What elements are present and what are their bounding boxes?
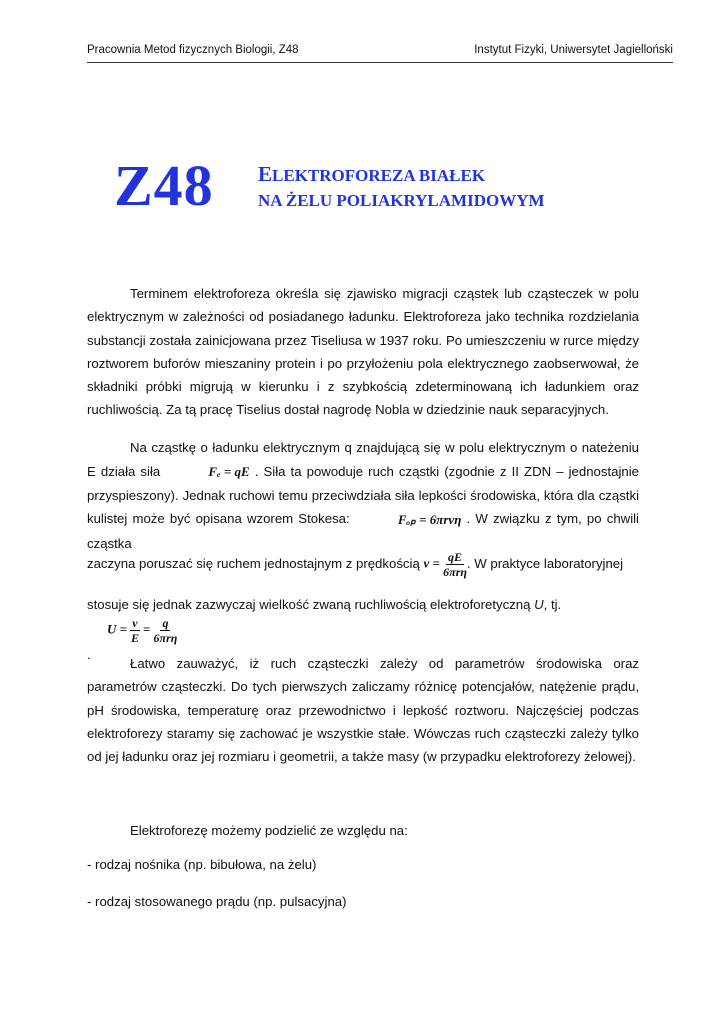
- title-line2: NA ŻELU POLIAKRYLAMIDOWYM: [258, 191, 545, 210]
- list-item-2-text: - rodzaj stosowanego prądu (np. pulsacyjna): [87, 894, 347, 909]
- p2-part-d: zaczyna poruszać się ruchem jednostajnym z prędkością: [87, 555, 420, 571]
- p2-part-a: działa siła: [100, 463, 161, 479]
- mobility-equals: =: [142, 621, 151, 637]
- paragraph-4: [87, 819, 639, 842]
- list-item-1-text: - rodzaj nośnika (np. bibułowa, na żelu): [87, 857, 317, 872]
- page-header: [87, 44, 673, 63]
- experiment-code: Z48: [114, 153, 214, 218]
- stokes-equation: Fₒₚ = 6πrvη: [397, 512, 462, 528]
- p2-part-b: . Siła ta powoduje ruch cząstki (zgodnie z II ZDN – jednostajnie przyspieszony). Jednak ruchowi temu przeciwdziała siła lepkości środowiska, która dla cząstki kulistej może być opisana wzorem Stokesa:: [87, 463, 640, 527]
- mobility-den-2: 6πrη: [153, 631, 178, 646]
- title-initial: E: [258, 162, 273, 186]
- velocity-lhs: v =: [423, 555, 440, 571]
- mobility-num-2: q: [162, 616, 169, 631]
- p2-part-e: . W praktyce laboratoryjnej: [466, 555, 624, 571]
- velocity-denominator: 6πrη: [443, 565, 467, 579]
- header-right: Instytut Fizyki, Uniwersytet Jagielloński: [474, 44, 673, 56]
- mobility-lhs: U =: [107, 621, 128, 637]
- paragraph-2: [87, 436, 639, 555]
- mobility-num-1: v: [132, 616, 138, 631]
- document-title: [258, 162, 545, 213]
- header-left: Pracownia Metod fizycznych Biologii, Z48: [87, 44, 299, 56]
- velocity-line: [87, 550, 639, 579]
- mobility-symbol: U: [534, 597, 544, 612]
- mobility-fraction-1: [130, 616, 139, 645]
- paragraph-2-cont: [87, 550, 639, 579]
- p2-line1: Na cząstkę o ładunku elektrycznym q znajdującą się w polu elektrycznym o nateżeniu E: [87, 440, 639, 479]
- paragraph-3-text: Łatwo zauważyć, iż ruch cząsteczki zależy od parametrów środowiska oraz parametrów cząsteczki. Do tych pierwszych zaliczamy różnicę potencjałów, natężenie prądu, pH środowiska, temperaturę oraz przewodnictwo i lepkość roztworu. Najczęściej podczas elektroforezy staramy się zachować je wszystkie stałe. Wówczas ruch cząsteczki zależy tylko od jej ładunku oraz jej rozmiaru i geometrii, a także masy (w przypadku elektroforezy żelowej).: [87, 656, 639, 765]
- paragraph-2-text: [87, 436, 639, 555]
- mobility-fraction-2: [154, 616, 178, 645]
- mobility-equation: [107, 616, 177, 645]
- list-item-2: [87, 890, 639, 913]
- p2-part-c: . W związku z tym, po chwili cząstka: [87, 511, 639, 551]
- mobility-den-1: E: [130, 631, 139, 646]
- p2-part-g: , tj.: [543, 597, 562, 612]
- paragraph-1: [87, 282, 639, 422]
- paragraph-4-text: Elektroforezę możemy podzielić ze względu na:: [130, 823, 408, 838]
- velocity-fraction: [443, 550, 467, 579]
- paragraph-3: [87, 652, 639, 768]
- force-equation: Fₑ = qE: [208, 464, 250, 480]
- mobility-line: [87, 593, 639, 645]
- title-line1: LEKTROFOREZA BIAŁEK: [272, 166, 486, 185]
- p2-part-f: stosuje się jednak zazwyczaj wielkość zwaną ruchliwością elektroforetyczną: [87, 597, 531, 612]
- paragraph-1-text: Terminem elektroforeza określa się zjawisko migracji cząstek lub cząsteczek w polu elektrycznym w zależności od posiadanego ładunku. Elektroforeza jako technika rozdzielania substancji została zainicjowana przez Tiseliusa w 1937 roku. Po umieszczeniu w rurce między roztworem buforów mieszaniny protein i po przyłożeniu pola elektrycznego zaobserwował, że składniki próbki migrują w kierunku i z szybkością zdeterminowaną ich ładunkiem oraz ruchliwością. Za tą pracę Tiselius dostał nagrodę Nobla w dziedzinie nauk separacyjnych.: [87, 286, 639, 418]
- velocity-equation: [423, 550, 467, 579]
- stray-period: .: [87, 647, 91, 663]
- list-item-1: [87, 853, 639, 876]
- velocity-numerator: qE: [448, 550, 463, 564]
